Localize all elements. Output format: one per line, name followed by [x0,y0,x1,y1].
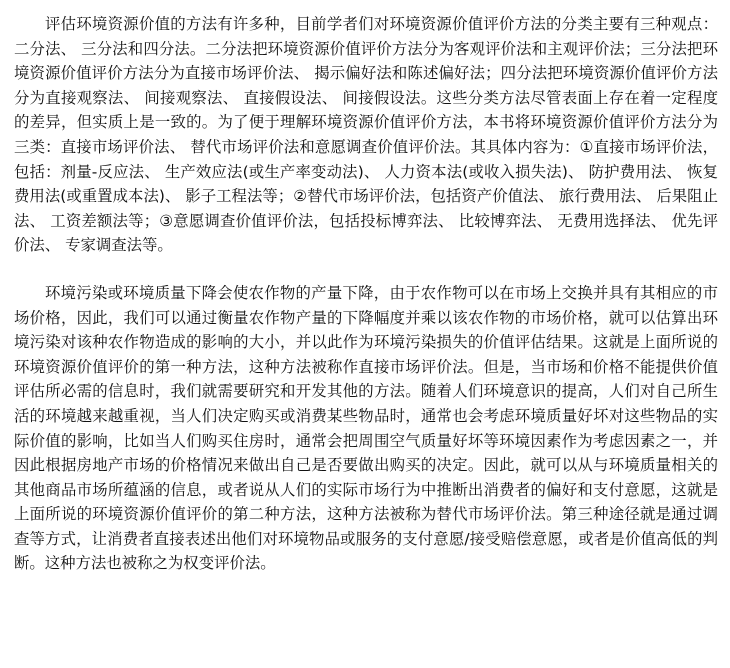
document-body [14,12,718,576]
paragraph-market-valuation: 环境污染或环境质量下降会使农作物的产量下降，由于农作物可以在市场上交换并具有其相应的市场价格，因此，我们可以通过衡量农作物产量的下降幅度并乘以该农作物的市场价格，就可以估算出环境污染对该种农作物造成的影响的大小，并以此作为环境污染损失的价值评估结果。这就是上面所说的环境资源价值评价的第一种方法，这种方法被称作直接市场评价法。但是，当市场和价格不能提供价值评估所必需的信息时，我们就需要研究和开发其他的方法。随着人们环境意识的提高，人们对自己所生活的环境越来越重视，当人们决定购买或消费某些物品时，通常也会考虑环境质量好坏对这些物品的实际价值的影响，比如当人们购买住房时，通常会把周围空气质量好坏等环境因素作为考虑因素之一，并因此根据房地产市场的价格情况来做出自己是否要做出购买的决定。因此，就可以从与环境质量相关的其他商品市场所蕴涵的信息，或者说从人们的实际市场行为中推断出消费者的偏好和支付意愿，这就是上面所说的环境资源价值评价的第二种方法，这种方法被称为替代市场评价法。第三种途径就是通过调查等方式，让消费者直接表述出他们对环境物品或服务的支付意愿/接受赔偿意愿，或者是价值高低的判断。这种方法也被称之为权变评价法。 [14,283,718,573]
paragraph-valuation-methods: 评估环境资源价值的方法有许多种，目前学者们对环境资源价值评价方法的分类主要有三种观点：二分法、 三分法和四分法。二分法把环境资源价值评价方法分为客观评价法和主观评价法；三分法把环境资源价值评价方法分为直接市场评价法、 揭示偏好法和陈述偏好法；四分法把环境资源价值评价方法分为直接观察法、 间接观察法、 直接假设法、 间接假设法。这些分类方法尽管表面上存在着一定程度的差异，但实质上是一致的。为了便于理解环境资源价值评价方法，本书将环境资源价值评价方法分为三类：直接市场评价法、 替代市场评价法和意愿调查价值评价法。其具体内容为：①直接市场评价法，包括：剂量-反应法、 生产效应法(或生产率变动法)、 人力资本法(或收入损失法)、 防护费用法、 恢复费用法(或重置成本法)、 影子工程法等；②替代市场评价法，包括资产价值法、 旅行费用法、 后果阻止法、 工资差额法等；③意愿调查价值评价法，包括投标博弈法、 比较博弈法、 无费用选择法、 优先评价法、 专家调查法等。 [14,15,718,255]
